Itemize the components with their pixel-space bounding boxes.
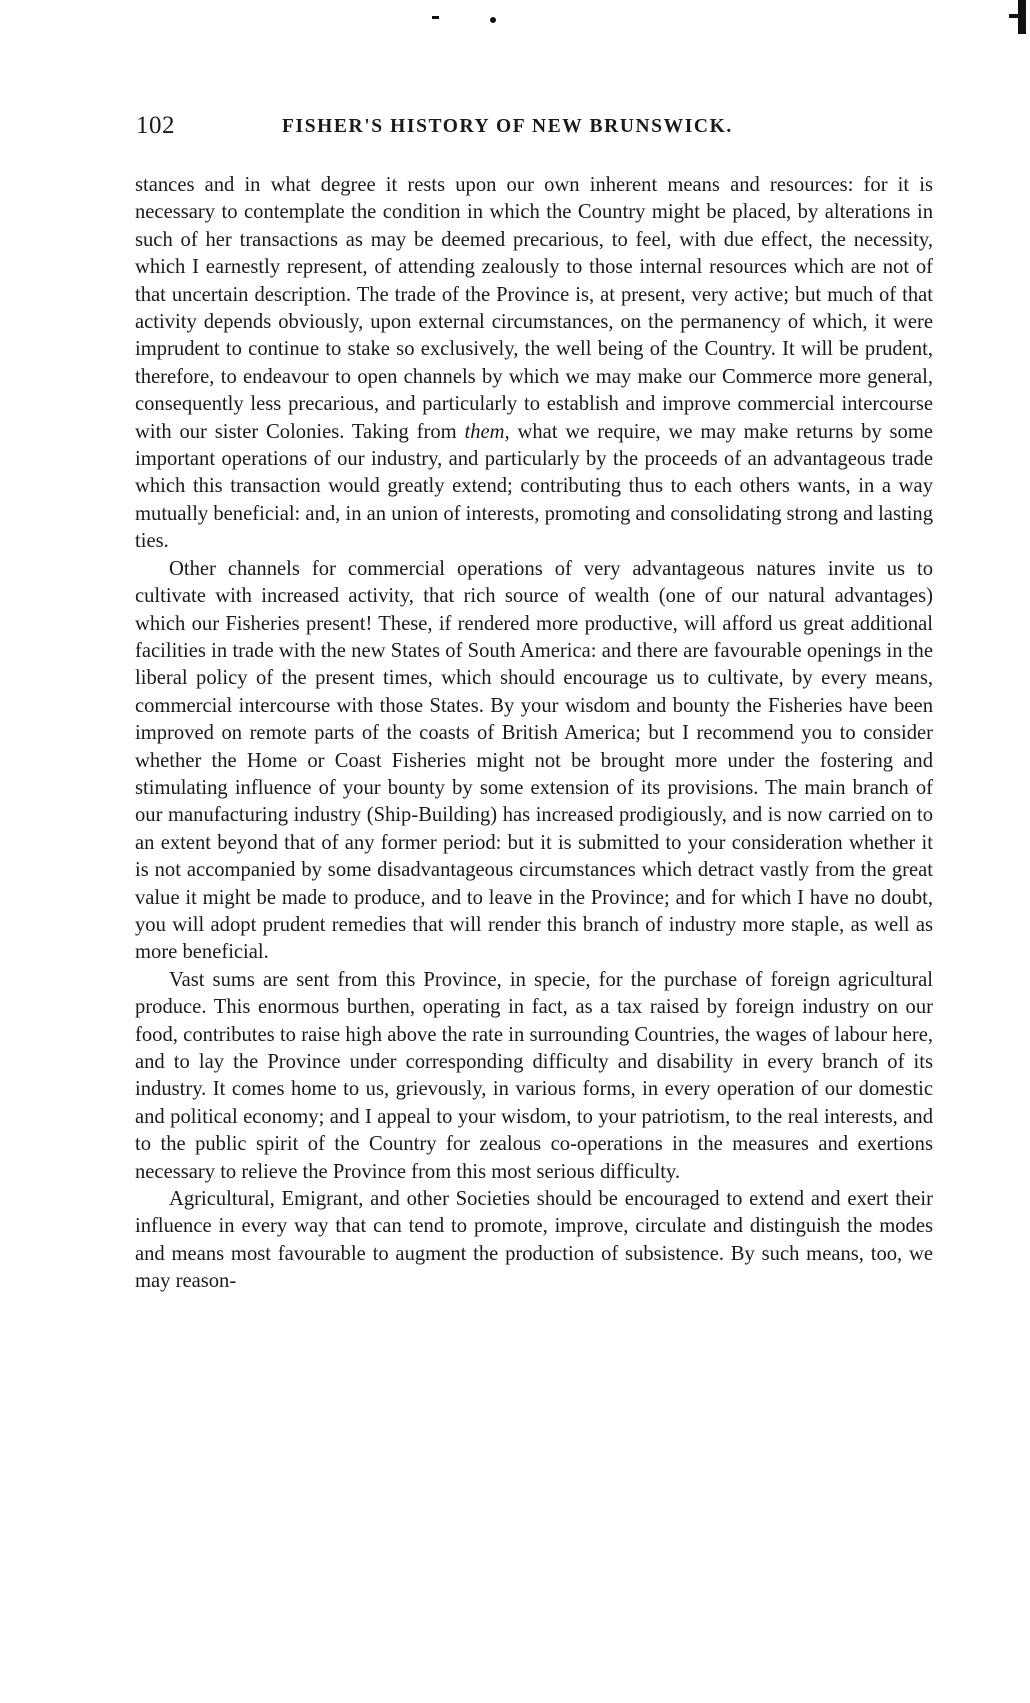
paragraph-1-text-a: stances and in what degree it rests upon our own inherent means and resources: for it is necessary to contemplate the condition in which the Country might be placed, by alterations in such of her transactions as may be deemed precarious, to feel, with due effect, the necessity, which I earnestly represent, of attending zealously to those internal resources which are not of that uncertain description. The trade of the Province is, at present, very active; but much of that activity depends obviously, upon external circumstances, on the permanency of which, it were imprudent to continue to stake so exclusively, the well being of the Country. It will be prudent, therefore, to endeavour to open channels by which we may make our Commerce more general, consequently less precarious, and particularly to establish and improve commercial intercourse with our sister Colonies. Taking from [135,174,933,443]
scan-artifact-edge [1018,0,1026,34]
running-title: FISHER'S HISTORY OF NEW BRUNSWICK. [282,116,733,137]
paragraph-1-text-b: what we require, we may make returns by some important operations of our industry, and particularly by the proceeds of an advantageous trade which this transaction would greatly extend; contributing thus to each others wants, in a way mutually beneficial: and, in an union of interests, promoting and consolidating strong and lasting ties. [135,420,934,553]
body-text [135,172,933,1296]
scan-artifact-dot [432,16,439,19]
paragraph-1-emphasis: them, [464,420,510,443]
page-header [136,112,936,142]
scan-artifact-dot [490,17,496,23]
scan-artifact-edge [1009,14,1019,18]
page-number: 102 [136,112,175,139]
paragraph-4: Agricultural, Emigrant, and other Societies should be encouraged to extend and exert their influence in every way that can tend to promote, improve, circulate and distinguish the modes and means most favourable to augment the production of subsistence. By such means, too, we may reason- [135,1188,933,1293]
paragraph-3: Vast sums are sent from this Province, in specie, for the purchase of foreign agricultural produce. This enormous burthen, operating in fact, as a tax raised by foreign industry on our food, contributes to raise high above the rate in surrounding Countries, the wages of labour here, and to lay the Province under corresponding difficulty and disability in every branch of its industry. It comes home to us, grievously, in various forms, in every operation of our domestic and political economy; and I appeal to your wisdom, to your patriotism, to the real interests, and to the public spirit of the Country for zealous co-operations in the measures and exertions necessary to relieve the Province from this most serious difficulty. [135,968,933,1183]
paragraph-2: Other channels for commercial operations of very advantageous natures invite us to cultivate with increased activity, that rich source of wealth (one of our natural advantages) which our Fisheries present! These, if rendered more productive, will afford us great additional facilities in trade with the new States of South America: and there are favourable openings in the liberal policy of the present times, which should encourage us to cultivate, by every means, commercial intercourse with those States. By your wisdom and bounty the Fisheries have been improved on remote parts of the coasts of British America; but I recommend you to consider whether the Home or Coast Fisheries might not be brought more under the fostering and stimulating influence of your bounty by some extension of its provisions. The main branch of our manufacturing industry (Ship-Building) has increased prodigiously, and is now carried on to an extent beyond that of any former period: but it is submitted to your consideration whether it is not accompanied by some disadvantageous circumstances which detract vastly from the great value it might be made to produce, and to leave in the Province; and for which I have no doubt, you will adopt prudent remedies that will render this branch of industry more staple, as well as more beneficial. [135,557,933,964]
paragraph-1 [135,172,933,556]
